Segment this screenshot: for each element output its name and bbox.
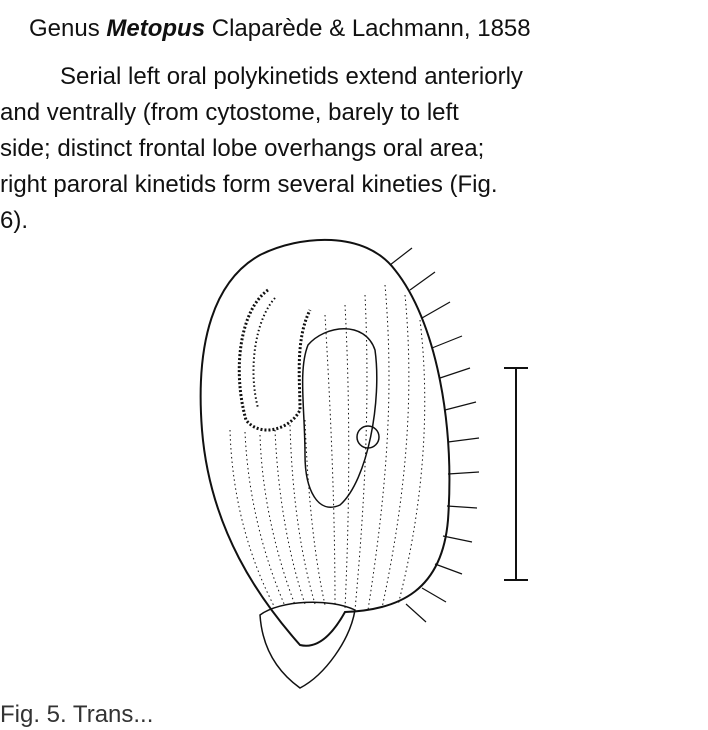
scale-bar [504,368,528,580]
oral-polykinetids [239,290,310,430]
cell-outline [201,240,450,646]
oral-polykinetids-inner [253,298,275,408]
contractile-vacuole [357,426,379,448]
ciliate-figure [150,200,570,700]
paragraph-line-4: right paroral kinetids form several kineties (Fig. [0,171,498,198]
genus-heading [29,14,531,44]
paragraph-line-5: 6). [0,207,29,234]
paragraph-line-3: side; distinct frontal lobe overhangs oral area; [0,135,485,162]
macronucleus [303,329,377,507]
cilia [390,248,479,622]
genus-name: Metopus [106,15,206,42]
paragraph-line-2: and ventrally (from cytostome, barely to left [0,99,459,126]
paragraph-line-1: Serial left oral polykinetids extend anteriorly [60,63,523,90]
kineties [230,285,425,610]
genus-heading-prefix: Genus [29,15,107,42]
figure-caption: Fig. 5. Trans... [0,701,154,728]
genus-authority: Claparède & Lachmann, 1858 [205,15,531,42]
